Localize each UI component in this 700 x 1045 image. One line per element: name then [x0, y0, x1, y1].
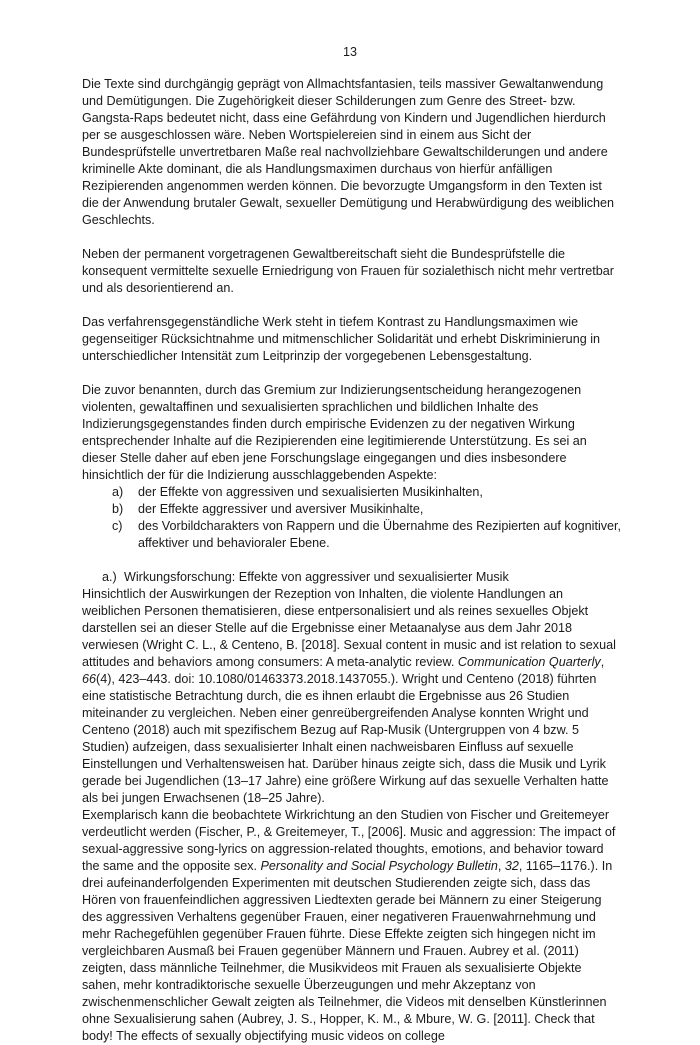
section-heading	[82, 569, 622, 586]
paragraph-6	[82, 807, 622, 1045]
list-marker: b)	[112, 502, 124, 516]
text-run: ,	[497, 859, 505, 873]
paragraph-5	[82, 586, 622, 807]
list-marker: c)	[112, 519, 123, 533]
journal-volume: 66	[82, 672, 97, 686]
paragraph-3: Das verfahrensgegenständliche Werk steht in tiefem Kontrast zu Handlungsmaximen wie gegenseitiger Rücksichtnahme und mitmenschlicher Solidarität und erhebt Diskriminierung in unterschiedlicher Intensität zum Leitprinzip der vorgegebenen Lebensgestaltung.	[82, 315, 600, 363]
journal-title: Communication Quarterly	[457, 655, 601, 669]
aspect-item-a	[82, 484, 622, 501]
text-run: Hinsichtlich der Auswirkungen der Rezeption von Inhalten, die violente Handlungen an weiblichen Personen thematisieren, diese entpersonalisiert und als reines sexuelles Objekt darstellen sei an dieser Stelle auf die Ergebnisse einer Metaanalyse aus dem Jahr 2018 verwiesen (Wright C. L., & Centeno, B. [2018]. Sexual content in music and ist relation to sexual attitudes and behaviors among consumers: A meta-analytic review.	[82, 587, 616, 669]
list-marker: a)	[112, 485, 124, 499]
paragraph-1: Die Texte sind durchgängig geprägt von Allmachtsfantasien, teils massiver Gewaltanwendung und Demütigungen. Die Zugehörigkeit dieser Schilderungen zum Genre des Street- bzw. Gangsta-Raps bedeutet nicht, dass eine Gefährdung von Kindern und Jugendlichen hierdurch per se ausgeschlossen wäre. Neben Wortspielereien sind in einem aus Sicht der Bundesprüfstelle unvertretbaren Maße real nachvollziehbare Gewaltschilderungen und andere kriminelle Akte dominant, die als Handlungsmaximen durchaus von hierfür anfälligen Rezipierenden angenommen werden können. Die bevorzugte Umgangsform in den Texten ist die der Anwendung brutaler Gewalt, sexueller Demütigung und Herabwürdigung des weiblichen Geschlechts.	[82, 77, 615, 227]
aspect-item-c	[82, 518, 622, 552]
paragraph-4: Die zuvor benannten, durch das Gremium zur Indizierungsentscheidung herangezogenen violenten, gewaltaffinen und sexualisierten sprachlichen und bildlichen Inhalte des Indizierungsgegenstandes finden durch empirische Evidenzen zu der negativen Wirkung entsprechender Inhalte auf die Rezipierenden eine legitimierende Unterstützung. Es sei an dieser Stelle daher auf eben jene Forschungslage eingegangen und dies insbesondere hinsichtlich der für die Indizierung ausschlaggebenden Aspekte:	[82, 383, 587, 482]
paragraph-2: Neben der permanent vorgetragenen Gewaltbereitschaft sieht die Bundesprüfstelle die konsequent vermittelte sexuelle Erniedrigung von Frauen für sozialethisch nicht mehr vertretbar und als desorientierend an.	[82, 247, 615, 295]
aspect-text: der Effekte von aggressiven und sexualisierten Musikinhalten,	[138, 485, 483, 499]
page-content	[82, 76, 622, 1045]
journal-volume: 32	[504, 859, 519, 873]
page-number: 13	[342, 45, 357, 59]
text-run: , 1165–1176.). In drei aufeinanderfolgenden Experimenten mit deutschen Studierenden zeigte sich, dass das Hören von frauenfeindlichen aggressiven Liedtexten gerade bei Männern zu einer Steigerung des aggressiven Verhaltens gegenüber Frauen, einer negativeren Frauenwahrnehmung und mehr Rachegefühlen gegenüber Frauen führte. Diese Effekte zeigten sich hingegen nicht im vergleichbaren Ausmaß bei Frauen gegenüber Männern und Frauen. Aubrey et al. (2011) zeigten, dass männliche Teilnehmer, die Musikvideos mit Frauen als sexualisierte Objekte sahen, mehr kontradiktorische sexuelle Überzeugungen und mehr Akzeptanz von zwischenmenschlicher Gewalt zeigten als Teilnehmer, die Videos mit denselben Künstlerinnen ohne Sexualisierung sahen (Aubrey, J. S., Hopper, K. M., & Mbure, W. G. [2011]. Check that body! The effects of sexually objectifying music videos on college	[82, 859, 613, 1043]
doi-text: (4), 423–443. doi: 10.1080/01463373.2018.1437055	[96, 672, 388, 686]
journal-title: Personality and Social Psychology Bulletin	[260, 859, 498, 873]
section-marker: a.)	[102, 570, 117, 584]
aspect-text: der Effekte aggressiver und aversiver Musikinhalte,	[138, 502, 424, 516]
aspects-list	[82, 484, 622, 552]
text-run: Exemplarisch kann die beobachtete Wirkrichtung an den Studien von Fischer und Greitemeyer verdeutlicht werden (Fischer, P., & Greitemeyer, T., [2006]. Music and aggression: The impact of sexual-aggressive song-lyrics on aggression-related thoughts, emotions, and behavior toward the same and the opposite sex.	[82, 808, 616, 873]
section-heading-text: Wirkungsforschung: Effekte von aggressiver und sexualisierter Musik	[124, 570, 509, 584]
aspect-item-b	[82, 501, 622, 518]
aspect-text: des Vorbildcharakters von Rappern und die Übernahme des Rezipierten auf kognitiver, affektiver und behavioraler Ebene.	[138, 519, 622, 550]
text-run: .). Wright und Centeno (2018) führten eine statistische Betrachtung durch, die es ihnen erlaubt die Ergebnisse aus 26 Studien miteinander zu vergleichen. Neben einer genreübergreifenden Analyse konnten Wright und Centeno (2018) auch mit spezifischem Bezug auf Rap-Musik (Untergruppen von 4 bzw. 5 Studien) aufzeigen, dass sexualisierter Inhalt einen nachweisbaren Einfluss auf sexuelle Einstellungen und Verhaltensweisen hat. Darüber hinaus zeigte sich, dass die Musik und Lyrik gerade bei Jugendlichen (13–17 Jahre) eine größere Wirkung auf das sexuelle Verhalten hatte als bei jungen Erwachsenen (18–25 Jahre).	[82, 672, 609, 805]
text-run: ,	[600, 655, 605, 669]
